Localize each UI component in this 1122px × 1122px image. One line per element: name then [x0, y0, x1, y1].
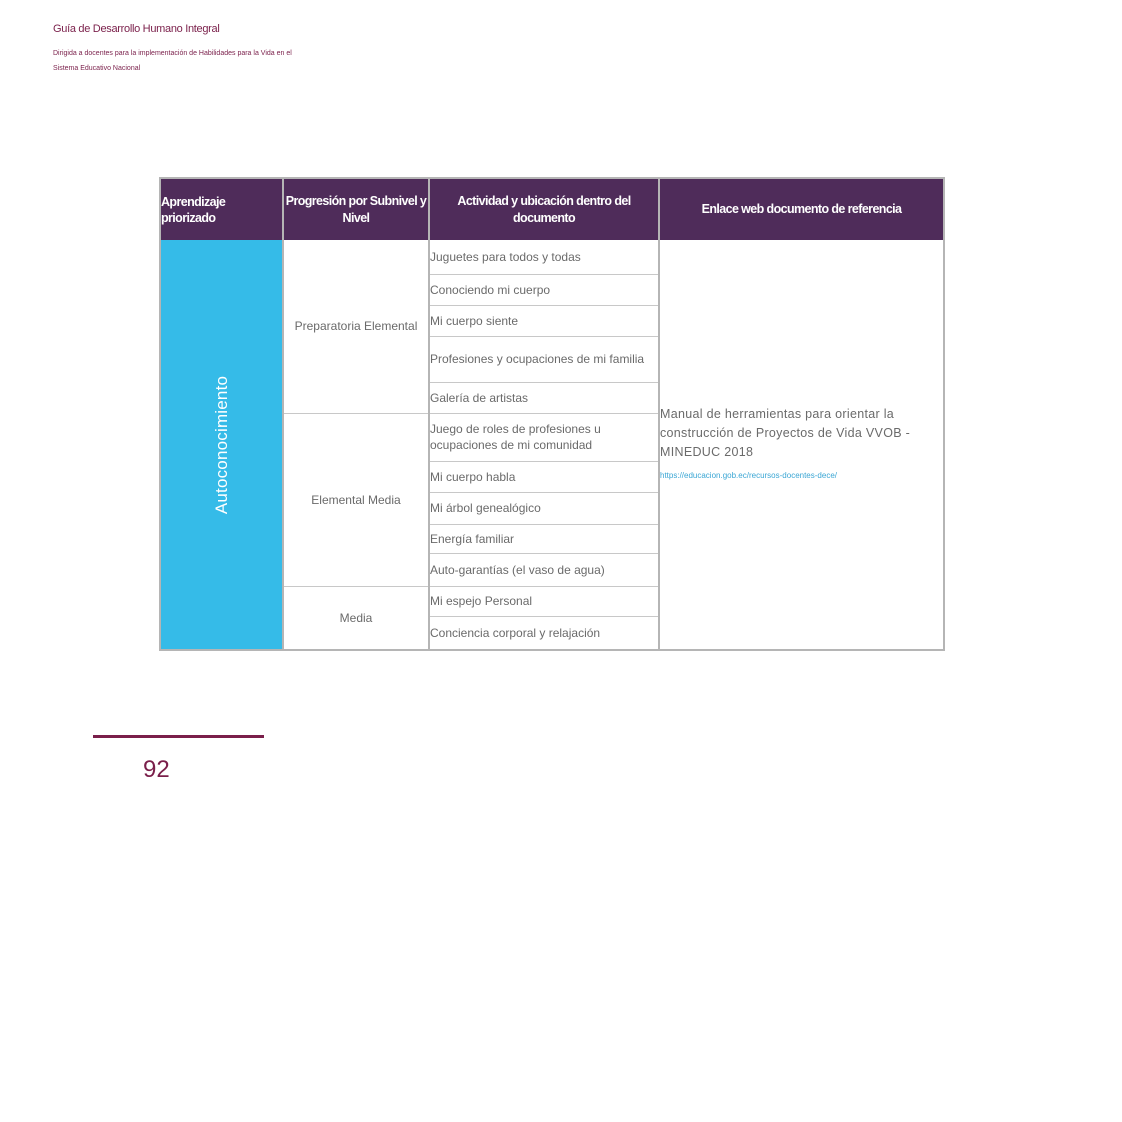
activity-item: Conciencia corporal y relajación	[429, 616, 659, 650]
reference-link[interactable]: https://educacion.gob.ec/recursos-docentes-dece/	[660, 470, 837, 480]
reference-text: Manual de herramientas para orientar la construcción de Proyectos de Vida VVOB -MINEDUC 2018	[660, 406, 911, 459]
activity-item: Mi espejo Personal	[429, 586, 659, 616]
table-row	[160, 240, 944, 274]
header-aprendizaje: Aprendizaje priorizado	[160, 178, 283, 240]
activity-item: Juguetes para todos y todas	[429, 240, 659, 274]
reference-cell	[659, 240, 944, 650]
level-preparatoria-elemental: Preparatoria Elemental	[283, 240, 429, 413]
header-progresion: Progresión por Subnivel y Nivel	[283, 178, 429, 240]
aprendizaje-cell	[160, 240, 283, 650]
activity-item: Mi cuerpo siente	[429, 305, 659, 336]
activity-item: Mi cuerpo habla	[429, 461, 659, 492]
footer-rule	[93, 735, 264, 738]
document-subtitle: Dirigida a docentes para la implementación de Habilidades para la Vida en el Sistema Educativo Nacional	[53, 50, 292, 72]
level-elemental-media: Elemental Media	[283, 413, 429, 586]
activity-item: Juego de roles de profesiones u ocupaciones de mi comunidad	[429, 413, 659, 461]
activity-item: Galería de artistas	[429, 382, 659, 413]
table-header-row	[160, 178, 944, 240]
document-title: Guía de Desarrollo Humano Integral	[53, 23, 220, 35]
activities-table	[159, 177, 945, 651]
activity-item: Profesiones y ocupaciones de mi familia	[429, 336, 659, 382]
header-enlace: Enlace web documento de referencia	[659, 178, 944, 240]
page-number: 92	[143, 756, 170, 783]
activity-item: Energía familiar	[429, 524, 659, 553]
activity-item: Auto-garantías (el vaso de agua)	[429, 553, 659, 586]
activity-item: Conociendo mi cuerpo	[429, 274, 659, 305]
aprendizaje-label: Autoconocimiento	[211, 375, 231, 514]
activity-item: Mi árbol genealógico	[429, 492, 659, 524]
header-actividad: Actividad y ubicación dentro del documento	[429, 178, 659, 240]
level-media: Media	[283, 586, 429, 650]
